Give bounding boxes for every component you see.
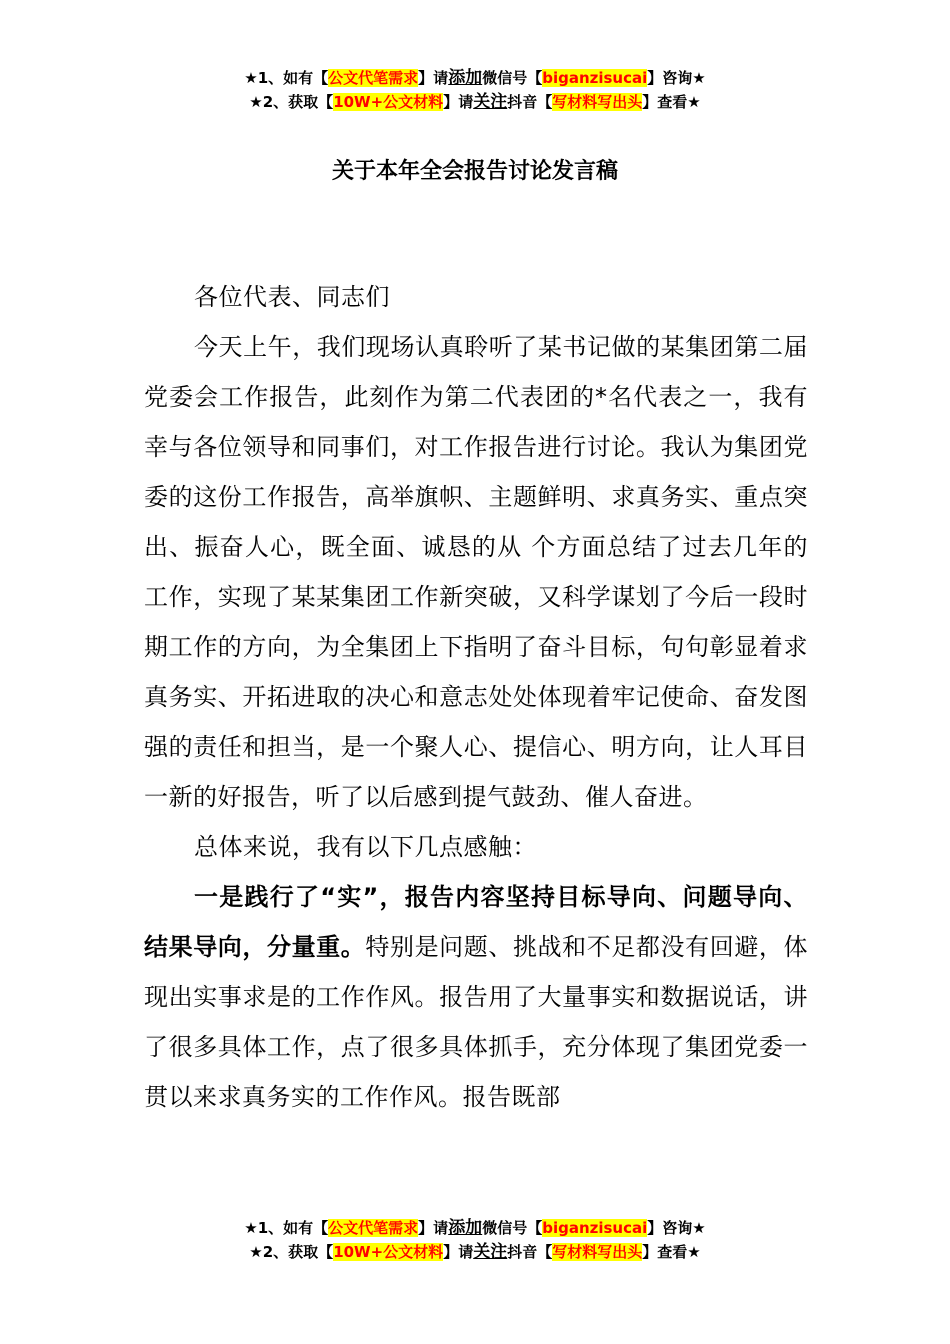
salutation: 各位代表、同志们 <box>194 283 390 311</box>
footer-banner <box>0 1216 950 1264</box>
banner-underlined: 添加 <box>448 68 483 88</box>
banner-text: 】咨询★ <box>647 1219 706 1237</box>
banner-highlight: 写材料写出头 <box>552 93 643 111</box>
banner-highlight: 公文代笔需求 <box>328 69 419 87</box>
banner-text: 】请 <box>418 69 449 87</box>
banner-text: 】查看★ <box>642 1243 701 1261</box>
header-banner <box>0 66 950 114</box>
paragraph-2: 总体来说，我有以下几点感触： <box>194 833 537 861</box>
banner-text: 抖音【 <box>507 1243 553 1261</box>
banner-text: ★1、如有【 <box>244 1219 329 1237</box>
paragraph-3-lead: 一是践行了“实”，报告内容坚持目标导向、问题导向、结果导向，分量重。 <box>144 883 808 961</box>
banner-highlight: 写材料写出头 <box>552 1243 643 1261</box>
banner-highlight: 公文代笔需求 <box>328 1219 419 1237</box>
banner-text: ★2、获取【 <box>249 1243 334 1261</box>
banner-highlight: 10W+公文材料 <box>333 93 444 111</box>
banner-highlight: biganzisucai <box>542 69 648 87</box>
document-title: 关于本年全会报告讨论发言稿 <box>331 159 618 184</box>
banner-text: 抖音【 <box>507 93 553 111</box>
document-body <box>144 272 808 1122</box>
banner-text: 】请 <box>443 93 474 111</box>
banner-text: ★2、获取【 <box>249 93 334 111</box>
paragraph-3-text: 特别是问题、挑战和不足都没有回避，体现出实事求是的工作作风。报告用了大量事实和数据说话，讲了很多具体工作，点了很多具体抓手，充分体现了集团党委一贯以来求真务实的工作作风。报告既部 <box>144 933 809 1111</box>
banner-underlined: 添加 <box>448 1218 483 1238</box>
paragraph-3 <box>144 872 808 1122</box>
banner-line-2 <box>0 90 950 114</box>
banner-text: 】请 <box>418 1219 449 1237</box>
banner-underlined: 关注 <box>473 92 508 112</box>
banner-line-1 <box>0 1216 950 1240</box>
banner-highlight: biganzisucai <box>542 1219 648 1237</box>
paragraph-1: 今天上午，我们现场认真聆听了某书记做的某集团第二届党委会工作报告，此刻作为第二代表团的*名代表之一，我有幸与各位领导和同事们，对工作报告进行讨论。我认为集团党委的这份工作报告，高举旗帜、主题鲜明、求真务实、重点突出、振奋人心，既全面、诚恳的从 个方面总结了过去几年的工作，实现了某某集团工作新突破，又科学谋划了今后一段时期工作的方向，为全集团上下指明了奋斗目标，句句彰显着求真务实、开拓进取的决心和意志处处体现着牢记使命、奋发图强的责任和担当，是一个聚人心、提信心、明方向，让人耳目一新的好报告，听了以后感到提气鼓劲、催人奋进。 <box>144 333 808 811</box>
banner-text: 微信号【 <box>482 1219 543 1237</box>
banner-text: 】请 <box>443 1243 474 1261</box>
banner-line-1 <box>0 66 950 90</box>
banner-text: ★1、如有【 <box>244 69 329 87</box>
banner-text: 微信号【 <box>482 69 543 87</box>
banner-highlight: 10W+公文材料 <box>333 1243 444 1261</box>
banner-line-2 <box>0 1240 950 1264</box>
banner-text: 】查看★ <box>642 93 701 111</box>
banner-text: 】咨询★ <box>647 69 706 87</box>
banner-underlined: 关注 <box>473 1242 508 1262</box>
